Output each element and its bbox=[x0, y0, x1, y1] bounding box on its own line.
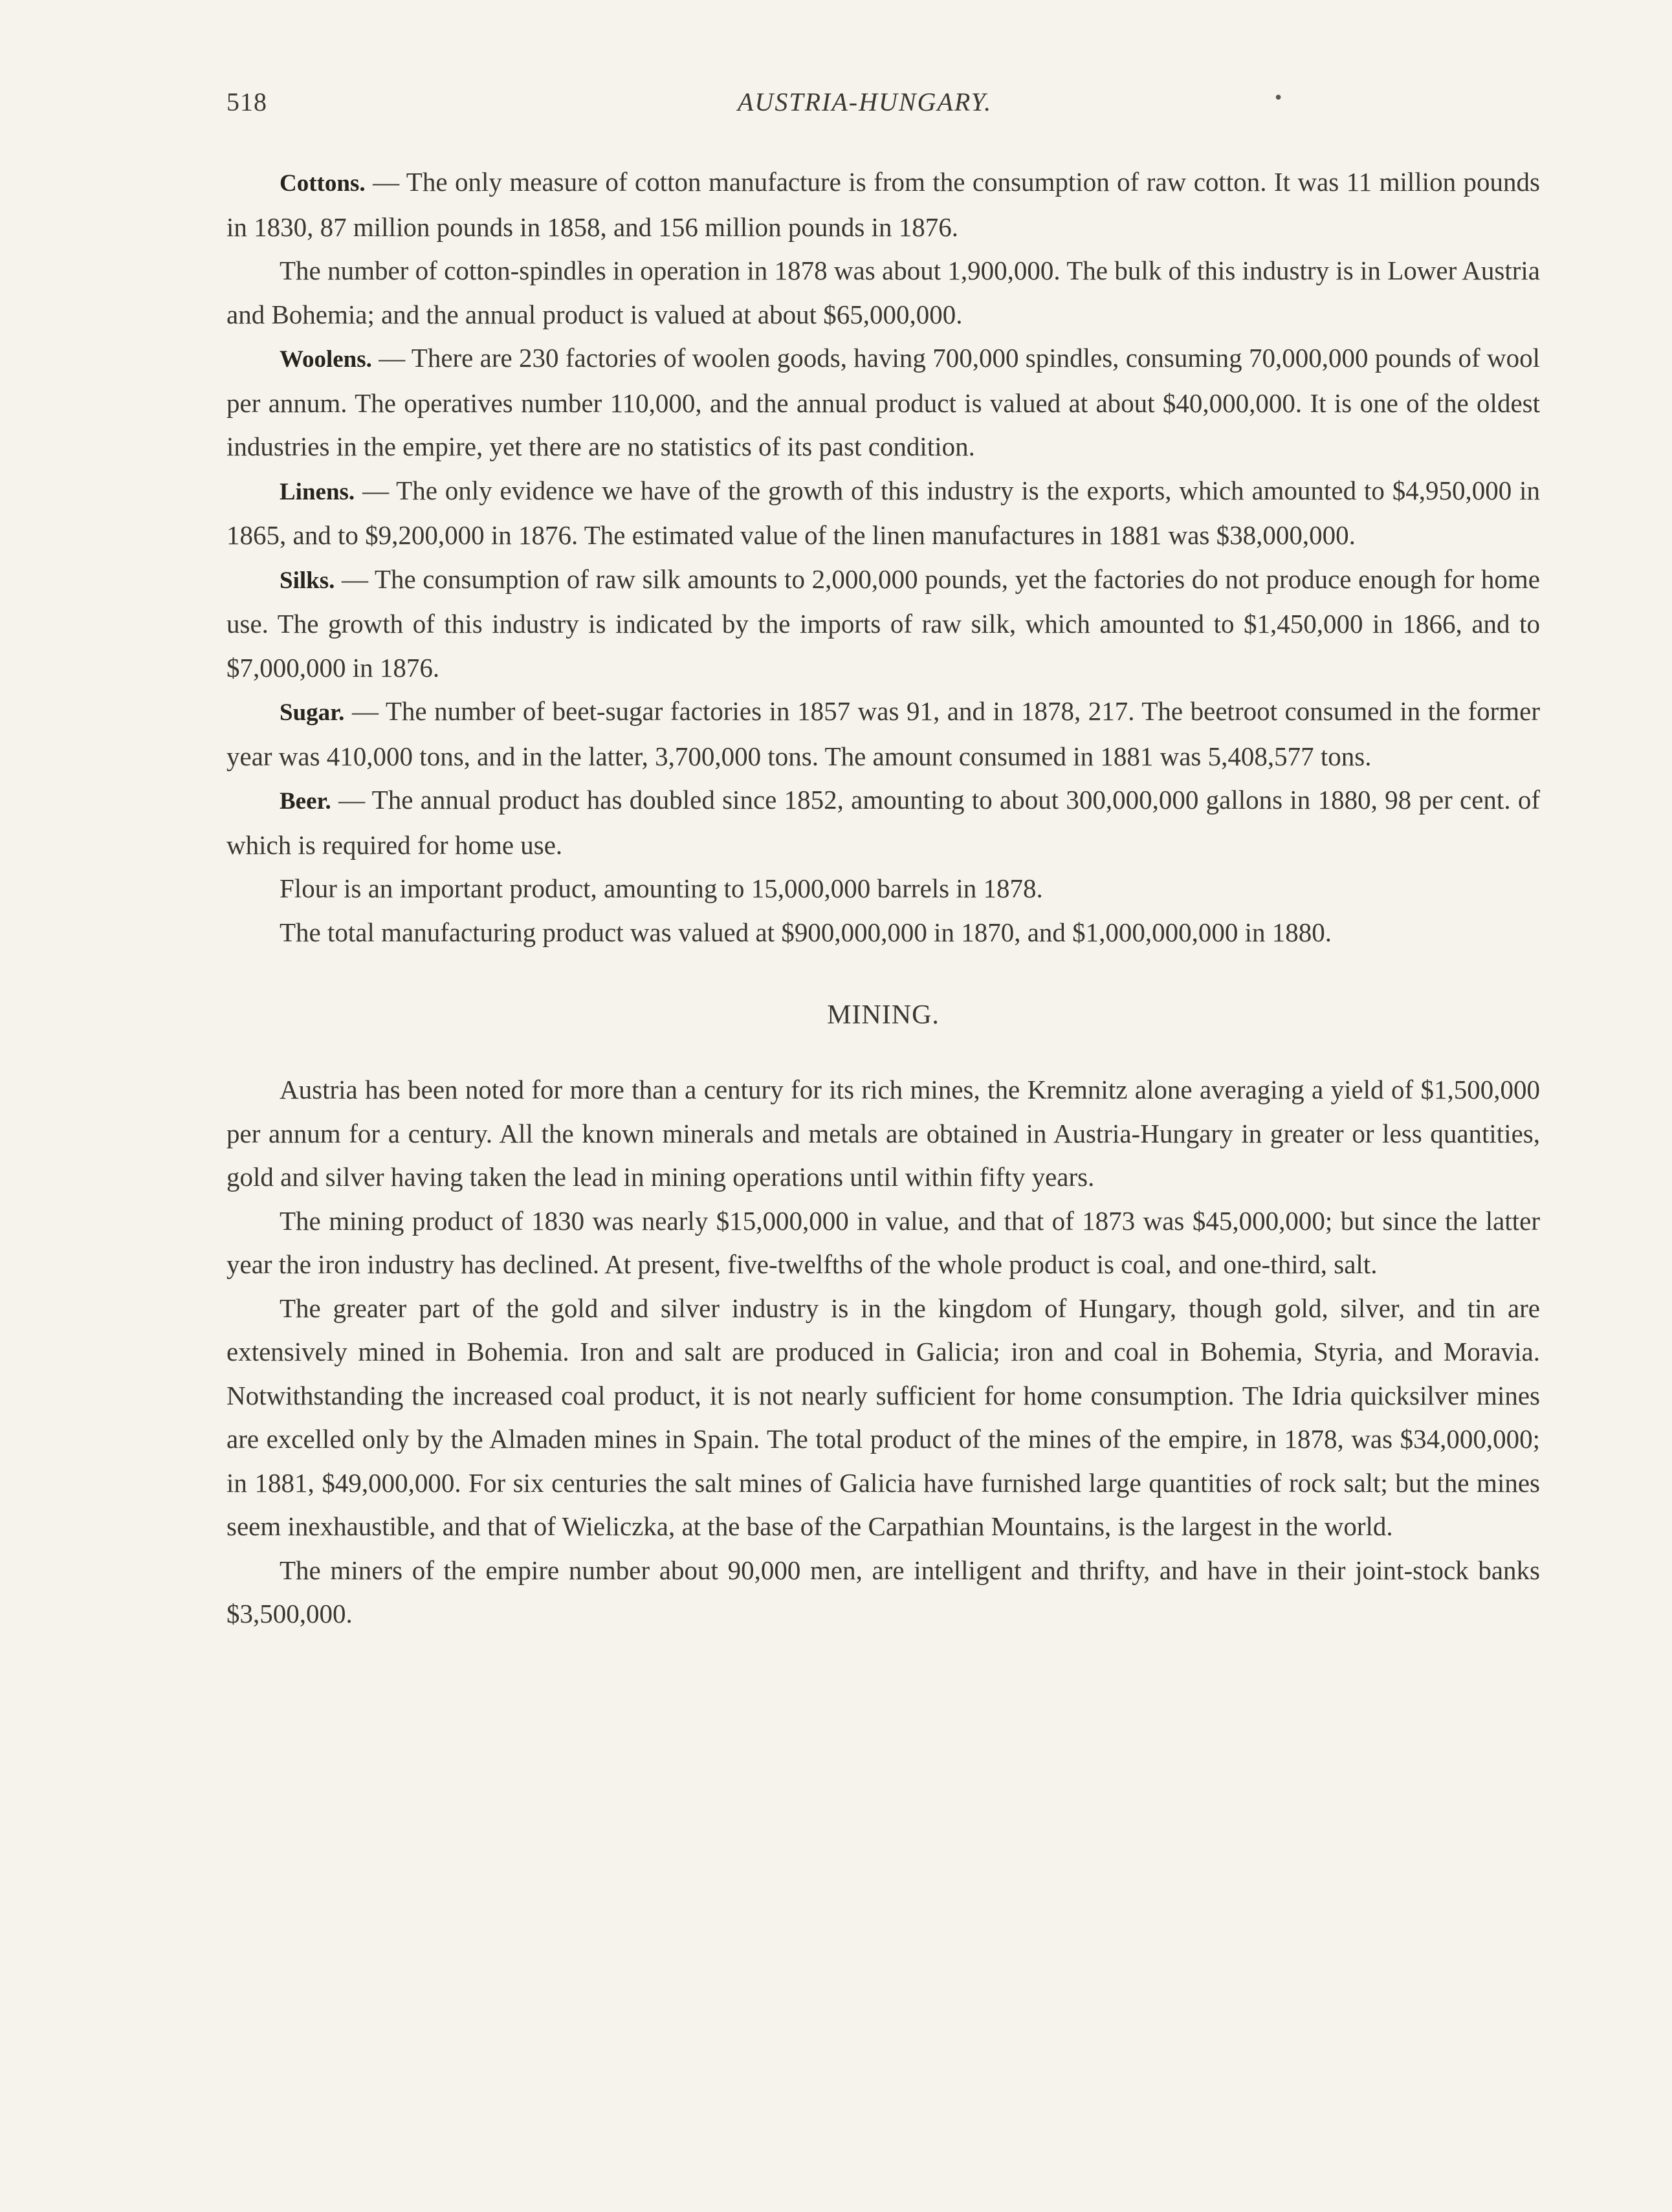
paragraph-text: The total manufacturing product was valued at $900,000,000 in 1870, and $1,000,000,000 in 1880. bbox=[280, 917, 1332, 947]
paragraph-text: — The consumption of raw silk amounts to 2,000,000 pounds, yet the factories do not produce enough for home use. The growth of this industry is indicated by the imports of raw silk, which amounted to $1,450,000 in 1866, and to $7,000,000 in 1876. bbox=[226, 564, 1541, 683]
paragraph-flour bbox=[226, 867, 1540, 911]
paragraph-text: — The only measure of cotton manufacture is from the consumption of raw cotton. It was 11 million pounds in 1830, 87 million pounds in 1858, and 156 million pounds in 1876. bbox=[226, 167, 1540, 242]
paragraph-lead: Silks. bbox=[280, 567, 335, 594]
paragraph-lead: Cottons. bbox=[280, 170, 366, 197]
paragraph-lead: Beer. bbox=[280, 788, 331, 815]
paragraph-text: — The only evidence we have of the growth of this industry is the exports, which amounted to $4,950,000 in 1865, and to $9,200,000 in 1876. The estimated value of the linen manufactures in 1881 was $38,000,000. bbox=[226, 475, 1541, 550]
paragraph-text: — The annual product has doubled since 1852, amounting to about 300,000,000 gallons in 1880, 98 per cent. of which is required for home use. bbox=[226, 785, 1541, 860]
printer-mark: • bbox=[1275, 85, 1282, 109]
document-page bbox=[226, 83, 1540, 1636]
running-title: AUSTRIA-HUNGARY. bbox=[738, 87, 993, 116]
running-header bbox=[226, 83, 1540, 128]
paragraph-text: Flour is an important product, amounting to 15,000,000 barrels in 1878. bbox=[280, 873, 1043, 903]
paragraph-silks bbox=[226, 558, 1540, 690]
paragraph-cotton-spindles bbox=[226, 249, 1540, 336]
manufactures-section bbox=[226, 160, 1540, 954]
paragraph-text: The number of cotton-spindles in operation in 1878 was about 1,900,000. The bulk of this industry is in Lower Austria and Bohemia; and the annual product is valued at about $65,000,000. bbox=[226, 256, 1540, 329]
page-number: 518 bbox=[226, 87, 267, 116]
paragraph-lead: Linens. bbox=[280, 478, 355, 505]
paragraph-beer bbox=[226, 778, 1540, 867]
paragraph-total-manufacturing bbox=[226, 911, 1540, 955]
paragraph-linens bbox=[226, 469, 1540, 558]
paragraph-cottons bbox=[226, 160, 1540, 249]
paragraph-miners: The miners of the empire number about 90,000 men, are intelligent and thrifty, and have in their joint-stock banks $3,500,000. bbox=[226, 1555, 1540, 1628]
paragraph-lead: Sugar. bbox=[280, 699, 345, 726]
paragraph-text: — There are 230 factories of woolen goods, having 700,000 spindles, consuming 70,000,000 pounds of wool per annum. The operatives number 110,000, and the annual product is valued at about $40,000,000. It is one of the oldest industries in the empire, yet there are no statistics of its past condition. bbox=[226, 343, 1540, 461]
paragraph-sugar bbox=[226, 690, 1540, 778]
paragraph-woolens bbox=[226, 336, 1540, 469]
paragraph-mining-history: Austria has been noted for more than a century for its rich mines, the Kremnitz alone averaging a yield of $1,500,000 per annum for a century. All the known minerals and metals are obtained in Austria-Hungary in greater or less quantities, gold and silver having taken the lead in mining operations until within fifty years. bbox=[226, 1075, 1540, 1192]
section-heading-mining: MINING. bbox=[827, 1000, 940, 1030]
paragraph-text: — The number of beet-sugar factories in 1857 was 91, and in 1878, 217. The beetroot consumed in the former year was 410,000 tons, and in the latter, 3,700,000 tons. The amount consumed in 1881 was 5,408,577 tons. bbox=[226, 696, 1540, 771]
paragraph-mining-regions: The greater part of the gold and silver industry is in the kingdom of Hungary, though gold, silver, and tin are extensively mined in Bohemia. Iron and salt are produced in Galicia; iron and coal in Bohemia, Styria, and Moravia. Notwithstanding the increased coal product, it is not nearly sufficient for home consumption. The Idria quicksilver mines are excelled only by the Almaden mines in Spain. The total product of the mines of the empire, in 1878, was $34,000,000; in 1881, $49,000,000. For six centuries the salt mines of Galicia have furnished large quantities of rock salt; but the mines seem inexhaustible, and that of Wieliczka, at the base of the Carpathian Mountains, is the largest in the world. bbox=[226, 1293, 1540, 1541]
paragraph-lead: Woolens. bbox=[280, 346, 372, 373]
paragraph-mining-product: The mining product of 1830 was nearly $15,000,000 in value, and that of 1873 was $45,000,000; but since the latter year the iron industry has declined. At present, five-twelfths of the whole product is coal, and one-third, salt. bbox=[226, 1205, 1540, 1279]
mining-section bbox=[226, 1068, 1540, 1636]
